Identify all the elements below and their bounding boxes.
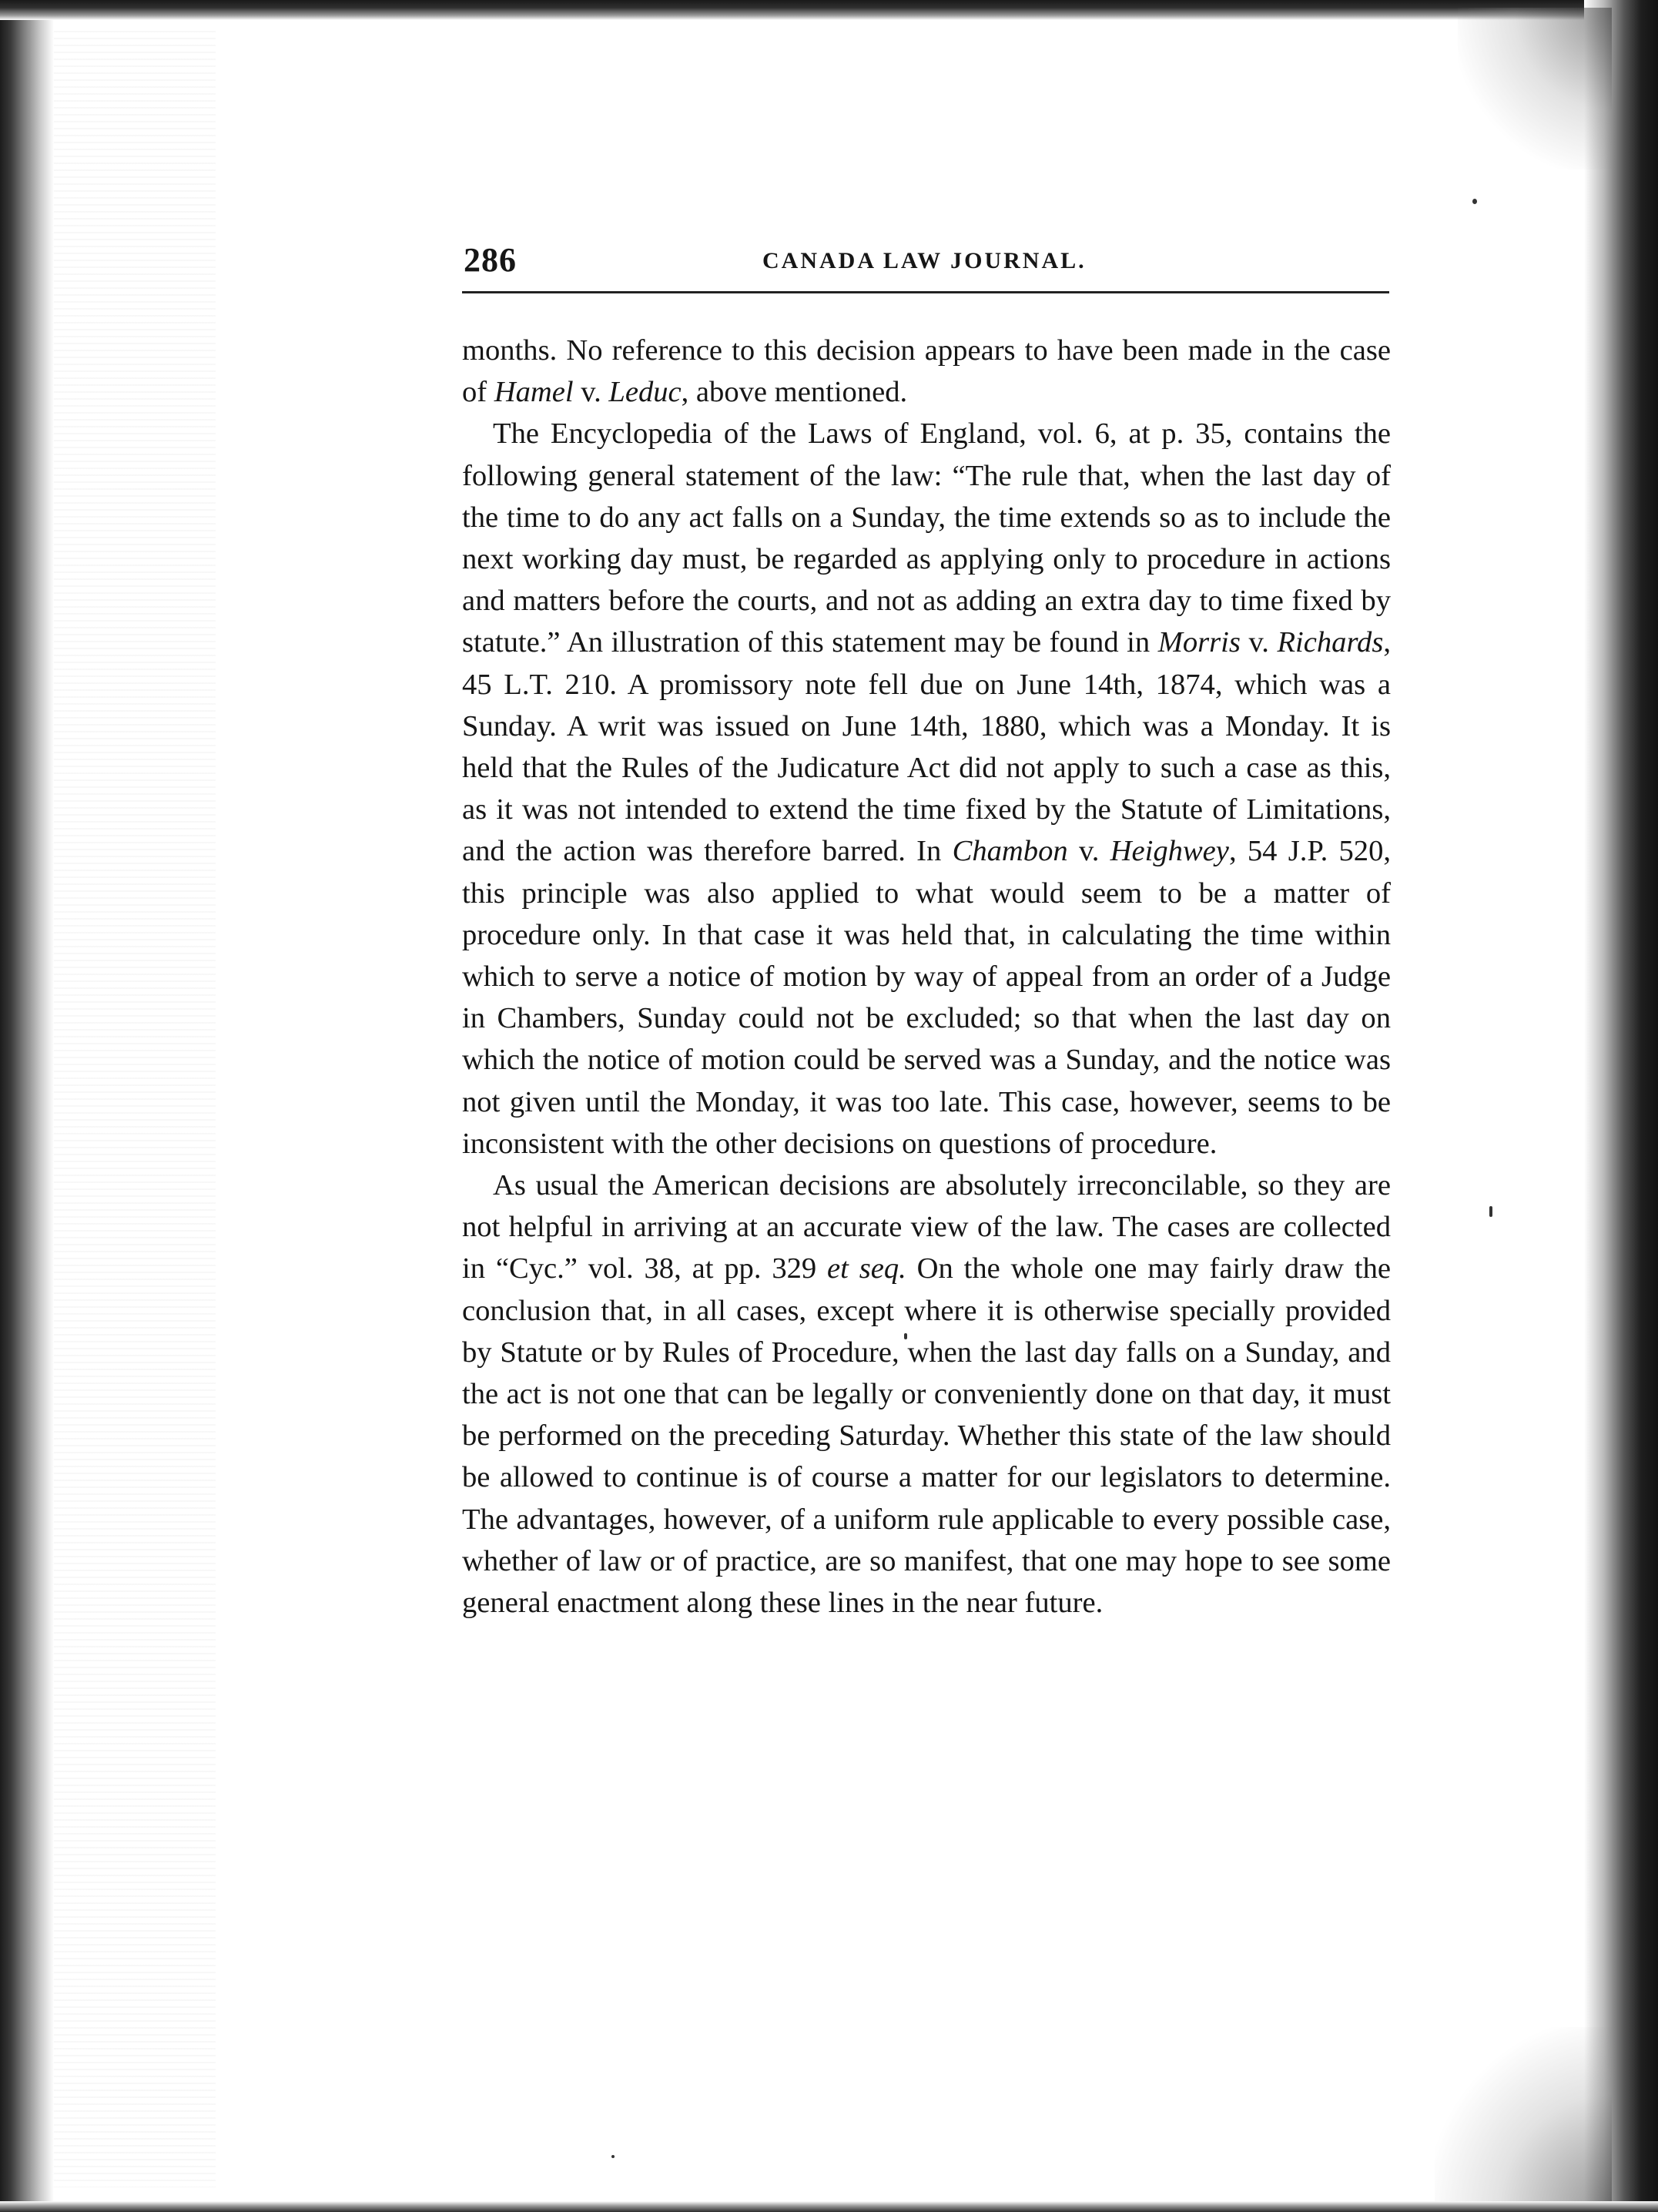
italic-citation: Heighwey [1110,835,1229,868]
paragraph-american-decisions [462,1165,1391,1624]
scan-top-edge [0,0,1658,20]
italic-citation: Richards [1277,626,1384,659]
text-run: , above mentioned. [681,376,908,409]
running-head: CANADA LAW JOURNAL. [762,248,1087,273]
header-rule [462,291,1389,293]
scan-speck [1472,199,1477,204]
text-run: As usual the American decisions are absolutely irreconcilable, so they are not helpful in arriving at an accurate view of the law. The cases are collected in “Cyc.” vol. 38, at pp. 329 [462,1169,1391,1285]
paragraph-continuation [462,330,1391,413]
page-number: 286 [464,241,517,279]
scan-right-shadow [1584,0,1658,2212]
italic-citation: Morris [1157,626,1241,659]
scan-corner-bottom-right [1435,2027,1612,2212]
scan-left-speckle [54,31,216,2187]
text-run: v. [1067,835,1110,868]
text-run: On the whole one may fairly draw the conclusion that, in all cases, except where it is otherwise specially provided by Statute or by Rules of Procedure, when the last day falls on a Sunday, and the act is not one that can be legally or conveniently done on that day, it must be performed on the preceding Saturday. Whether this state of the law should be allowed to continue is of course a matter for our legislators to determine. The advantages, however, of a uniform rule applicable to every possible case, whether of law or of practice, are so manifest, that one may hope to see some general enactment along these lines in the near future. [462,1252,1391,1620]
text-run: , 54 J.P. 520, this principle was also applied to what would seem to be a matter of procedure only. In that case it was held that, in calculating the time within which to serve a notice of motion by way of appeal from an order of a Judge in Chambers, Sunday could not be excluded; so that when the last day on which the notice of motion could be served was a Sunday, and the notice was not given until the Monday, it was too late. This case, however, seems to be inconsistent with the other decisions on questions of procedure. [462,835,1392,1160]
scan-corner-top-right [1458,8,1612,169]
scan-bottom-edge [0,2201,1658,2212]
paragraph-encyclopedia [462,413,1391,1165]
italic-citation: Chambon [952,835,1068,868]
text-run: months. No reference to this decision appears to have been made in the case of [462,334,1391,409]
scan-speck [1489,1206,1492,1217]
scan-speck [611,2155,615,2158]
text-run: , 45 L.T. 210. A promissory note fell due on June 14th, 1874, which was a Sunday. A writ was issued on June 14th, 1880, which was a Monday. It is held that the Rules of the Judicature Act did not apply to such a case as this, as it was not intended to extend the time fixed by the Statute of Limitations, and the action was therefore barred. In [462,626,1391,868]
text-run: v. [1240,626,1278,659]
article-body [462,330,1391,1624]
italic-citation: et seq. [827,1252,906,1285]
italic-citation: Hamel [494,376,574,409]
text-run: The Encyclopedia of the Laws of England, vol. 6, at p. 35, contains the following general statement of the law: “The rule that, when the last day of the time to do any act falls on a Sunday, the time extends so as to include the next working day must, be regarded as applying only to procedure in actions and matters before the courts, and not as adding an extra day to time fixed by statute.” An illustration of this statement may be found in [462,417,1391,659]
text-run: v. [573,376,609,409]
italic-citation: Leduc [608,376,682,409]
scan-left-shadow [0,0,54,2212]
